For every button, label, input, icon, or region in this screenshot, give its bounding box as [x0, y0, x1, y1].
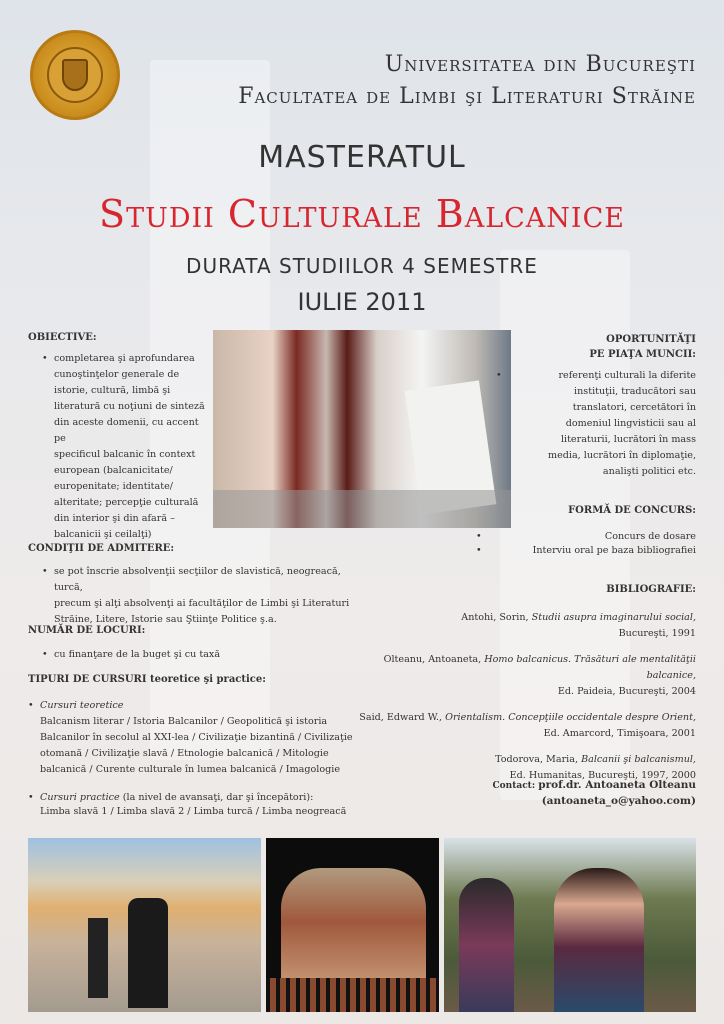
text-line: din interior şi din afară –	[54, 513, 175, 524]
text-line: • referenţi culturali la diferite	[496, 368, 696, 384]
text-line: specificul balcanic în context	[54, 449, 196, 460]
text-line: european (balcanicitate/	[54, 465, 173, 476]
courses-block	[28, 698, 358, 818]
text-line: Străine, Litere, Istorie sau Ştiinţe Politice ş.a.	[54, 614, 277, 625]
duration: DURATA STUDIILOR 4 SEMESTRE	[186, 254, 538, 278]
bib-title: Balcanii şi balcanismul,	[581, 754, 696, 765]
practice-line: Limba slavă 1 / Limba slavă 2 / Limba turcă / Limba neogreacă	[40, 806, 347, 817]
text-line: instituţii, traducători sau	[574, 386, 696, 397]
text-line: din aceste domenii, cu accent pe	[54, 417, 199, 444]
bib-author: Todorova, Maria,	[495, 754, 582, 765]
jobs-heading-line1: OPORTUNITĂŢI	[606, 334, 696, 345]
contact	[493, 778, 697, 809]
contact-email[interactable]: (antoaneta_o@yahoo.com)	[541, 795, 696, 807]
text-line: precum şi alţi absolvenţi ai facultăţilor de Limbi şi Literaturi	[54, 598, 350, 609]
bib-author: Antohi, Sorin,	[461, 612, 532, 623]
courses-heading-bold: TIPURI DE CURSURI	[28, 674, 147, 685]
bib-publisher: Ed. Humanitas, Bucureşti, 1997, 2000	[509, 770, 696, 781]
text-line: europenitate; identitate/	[54, 481, 174, 492]
bibliography-entry	[356, 652, 696, 700]
text-line: balcanică / Curente culturale în lumea balcanică / Imagologie	[40, 764, 341, 775]
bib-publisher: Ed. Amarcord, Timişoara, 2001	[543, 728, 696, 739]
jobs-heading-line2: PE PIAŢA MUNCII:	[589, 349, 696, 360]
text-line: Balcanilor în secolul al XXI-lea / Civilizaţie bizantină / Civilizaţie	[40, 732, 353, 743]
program-kicker: MASTERATUL	[258, 140, 466, 175]
places-heading: NUMĂR DE LOCURI:	[28, 625, 146, 636]
jobs-list	[496, 368, 696, 480]
folk-dance-photo	[28, 838, 261, 1012]
text-line: media, lucrători în diplomaţie,	[547, 450, 696, 461]
bazaar-photo	[213, 330, 511, 528]
bib-publisher: Ed. Paideia, Bucureşti, 2004	[557, 686, 696, 697]
university-seal-logo	[30, 30, 120, 120]
bibliography-entry	[356, 610, 696, 642]
text-line: cunoştinţelor generale de	[54, 369, 180, 380]
text-line: literatură cu noţiuni de sinteză	[54, 401, 205, 412]
bib-author: Olteanu, Antoaneta,	[383, 654, 485, 665]
text-line: • Interviu oral pe baza bibliografiei	[476, 544, 696, 558]
university-name: Universitatea din Bucureşti	[384, 52, 696, 77]
bibliography-list	[356, 610, 696, 794]
jobs-heading	[589, 332, 696, 362]
text-line: Balcanism literar / Istoria Balcanilor / Geopolitică şi istoria	[40, 716, 328, 727]
theory-label: Cursuri teoretice	[40, 700, 124, 711]
text-line: literaturii, lucrători în mass	[560, 434, 696, 445]
text-line: istorie, cultură, limbă şi	[54, 385, 171, 396]
admission-heading: CONDIŢII DE ADMITERE:	[28, 543, 175, 554]
traditional-costume-photo	[444, 838, 696, 1012]
places-item: • cu finanţare de la buget şi cu taxă	[42, 647, 724, 663]
text-line: • completarea şi aprofundarea	[42, 351, 212, 367]
text-line: balcanicii şi ceilalţi)	[54, 529, 152, 540]
bibliography-entry	[356, 710, 696, 742]
text-line: analişti politici etc.	[602, 466, 696, 477]
text-line: domeniul lingvisticii sau al	[565, 418, 696, 429]
practice-note: (la nivel de avansaţi, dar şi începători):	[119, 792, 314, 803]
contact-name: prof.dr. Antoaneta Olteanu	[538, 779, 696, 791]
program-title: Studii Culturale Balcanice	[99, 192, 625, 236]
practice-label: Cursuri practice	[40, 792, 120, 803]
bib-author: Said, Edward W.,	[359, 712, 446, 723]
monastery-photo	[266, 838, 439, 1012]
text-line: translatori, cercetători în	[572, 402, 696, 413]
courses-heading	[28, 674, 266, 685]
faculty-name: Facultatea de Limbi şi Literaturi Străine	[238, 84, 696, 109]
bib-title: Homo balcanicus. Trăsături ale mentalităţii balcanice,	[484, 654, 696, 681]
bibliography-heading: BIBLIOGRAFIE:	[606, 584, 696, 595]
objectives-heading: OBIECTIVE:	[28, 332, 97, 343]
objectives-list	[42, 351, 212, 543]
text-line: • Concurs de dosare	[476, 530, 696, 544]
admission-list	[42, 564, 362, 628]
text-line: • se pot înscrie absolvenţii secţiilor de slavistică, neogreacă, turcă,	[42, 564, 362, 596]
contest-heading: FORMĂ DE CONCURS:	[568, 505, 696, 516]
contest-list	[476, 530, 696, 558]
text-line: alteritate; percepţie culturală	[54, 497, 199, 508]
bib-title: Studii asupra imaginarului social,	[531, 612, 696, 623]
bib-publisher: Bucureşti, 1991	[618, 628, 696, 639]
date: IULIE 2011	[297, 288, 427, 316]
contact-label: Contact:	[492, 781, 539, 791]
text-line: otomană / Civilizaţie slavă / Etnologie balcanică / Mitologie	[40, 748, 329, 759]
bib-title: Orientalism. Concepţiile occidentale despre Orient,	[445, 712, 696, 723]
courses-heading-rest: teoretice şi practice:	[146, 674, 266, 685]
